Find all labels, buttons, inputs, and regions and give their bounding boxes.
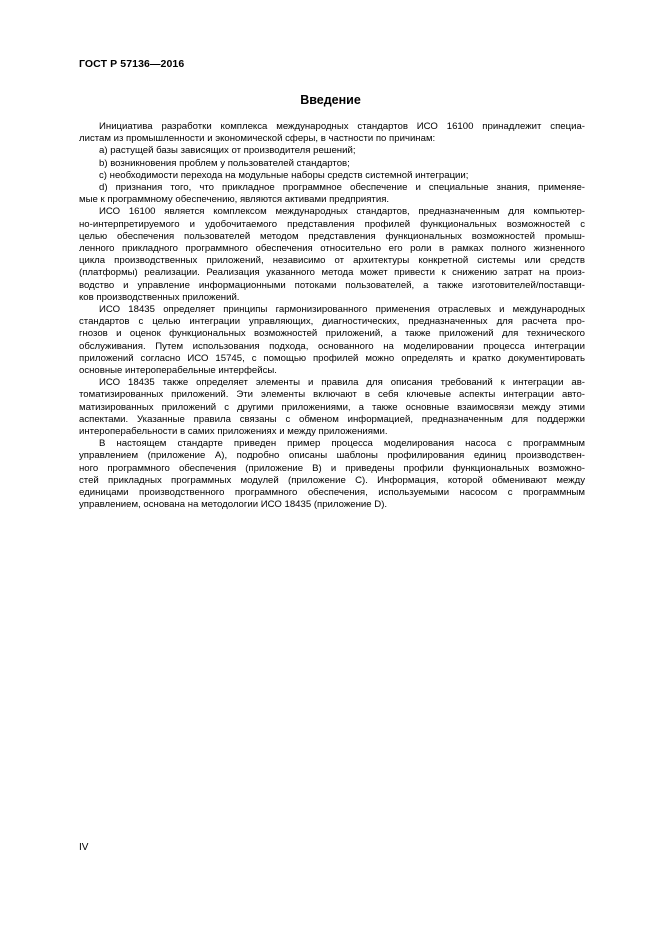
paragraph-line: но-интерпретируемого и удобочитаемого представления профилей функциональных возможностей с — [79, 218, 585, 230]
paragraph — [79, 121, 585, 145]
paragraph-line: матизированных приложений с другими приложениями, а также основные взаимосвязи между этими — [79, 401, 585, 413]
paragraph-line: томатизированных приложений. Эти элементы включают в себя ключевые аспекты интеграции авто- — [79, 389, 585, 401]
paragraph — [79, 438, 585, 511]
paragraph-line: стандартов с целью интеграции управляющих, диагностических, предназначенных для расчета про- — [79, 316, 585, 328]
paragraph-line: основные интероперабельные интерфейсы. — [79, 365, 277, 377]
paragraph-line: обслуживания. Путем использования подхода, основанного на моделировании процесса интеграции — [79, 340, 585, 352]
paragraph-line: управлением (приложение А), подробно описаны шаблоны профилирования единиц производствен- — [79, 450, 585, 462]
document-header-id: ГОСТ Р 57136—2016 — [79, 58, 185, 70]
paragraph-line: b) возникновения проблем у пользователей стандартов; — [99, 157, 350, 169]
paragraph — [79, 170, 585, 182]
paragraph-line: Инициатива разработки комплекса международных стандартов ИСО 16100 принадлежит специа- — [99, 121, 585, 132]
paragraph-line: a) растущей базы зависящих от производителя решений; — [99, 145, 356, 157]
paragraph-line: c) необходимости перехода на модульные наборы средств системной интеграции; — [99, 169, 469, 181]
paragraph — [79, 145, 585, 157]
paragraph-line: мые к программному обеспечению, являются активами предприятия. — [79, 194, 390, 206]
paragraph-line: ИСО 16100 является комплексом международных стандартов, предназначенным для компьютер- — [99, 206, 585, 218]
paragraph — [79, 304, 585, 377]
paragraph-line: стей прикладных программных модулей (приложение С). Информация, которой обменивают между — [79, 474, 585, 486]
paragraph-line: ИСО 18435 определяет принципы гармонизированного применения отраслевых и международных — [99, 304, 585, 316]
paragraph-line: единицами производственного программного обеспечения, используемыми насосом с программным — [79, 487, 585, 499]
paragraph-line: листам из промышленности и экономической сферы, в частности по причинам: — [79, 133, 436, 145]
section-title: Введение — [300, 93, 361, 107]
paragraph-line: интероперабельности в самих приложениях и между приложениями. — [79, 426, 388, 438]
paragraph-line: аспектами. Указанные правила связаны с обменом информацией, предназначенным для поддержки — [79, 413, 585, 425]
paragraph-line: целью обеспечения пользователей методом представления функциональных возможностей промыш- — [79, 230, 585, 242]
paragraph-line: гнозов и оценок функциональных возможностей приложений, а также приложений для технического — [79, 328, 585, 340]
paragraph-line: d) признания того, что прикладное программное обеспечение и специальные знания, применяе- — [99, 182, 585, 194]
paragraph — [79, 377, 585, 438]
paragraph-line: приложений согласно ИСО 15745, с помощью профилей можно определять и кратко документировать — [79, 352, 585, 364]
paragraph-line: ков производственных приложений. — [79, 291, 240, 303]
paragraph-line: водство и управление информационными потоками пользователей, а также изготовителей/поставщи- — [79, 279, 585, 291]
paragraph — [79, 206, 585, 304]
paragraph-line: (платформы) реализации. Реализация указанного метода может привести к снижению затрат на произ- — [79, 267, 585, 279]
paragraph-line: ленного прикладного программного обеспечения относительно его роли в рамках полного жизненного — [79, 243, 585, 255]
paragraph-line: ИСО 18435 также определяет элементы и правила для описания требований к интеграции ав- — [99, 377, 585, 389]
paragraph-line: ного программного обеспечения (приложение В) и приведены профили функциональных возможно- — [79, 462, 585, 474]
body-text — [79, 121, 585, 512]
paragraph-line: цикла производственных приложений, независимо от архитектуры конкретной системы или средств — [79, 255, 585, 267]
paragraph-line: В настоящем стандарте приведен пример процесса моделирования насоса с программным — [99, 438, 585, 450]
page-number: IV — [79, 842, 89, 853]
paragraph-line: управлением, основана на методологии ИСО 18435 (приложение D). — [79, 499, 388, 511]
paragraph — [79, 158, 585, 170]
paragraph — [79, 182, 585, 206]
